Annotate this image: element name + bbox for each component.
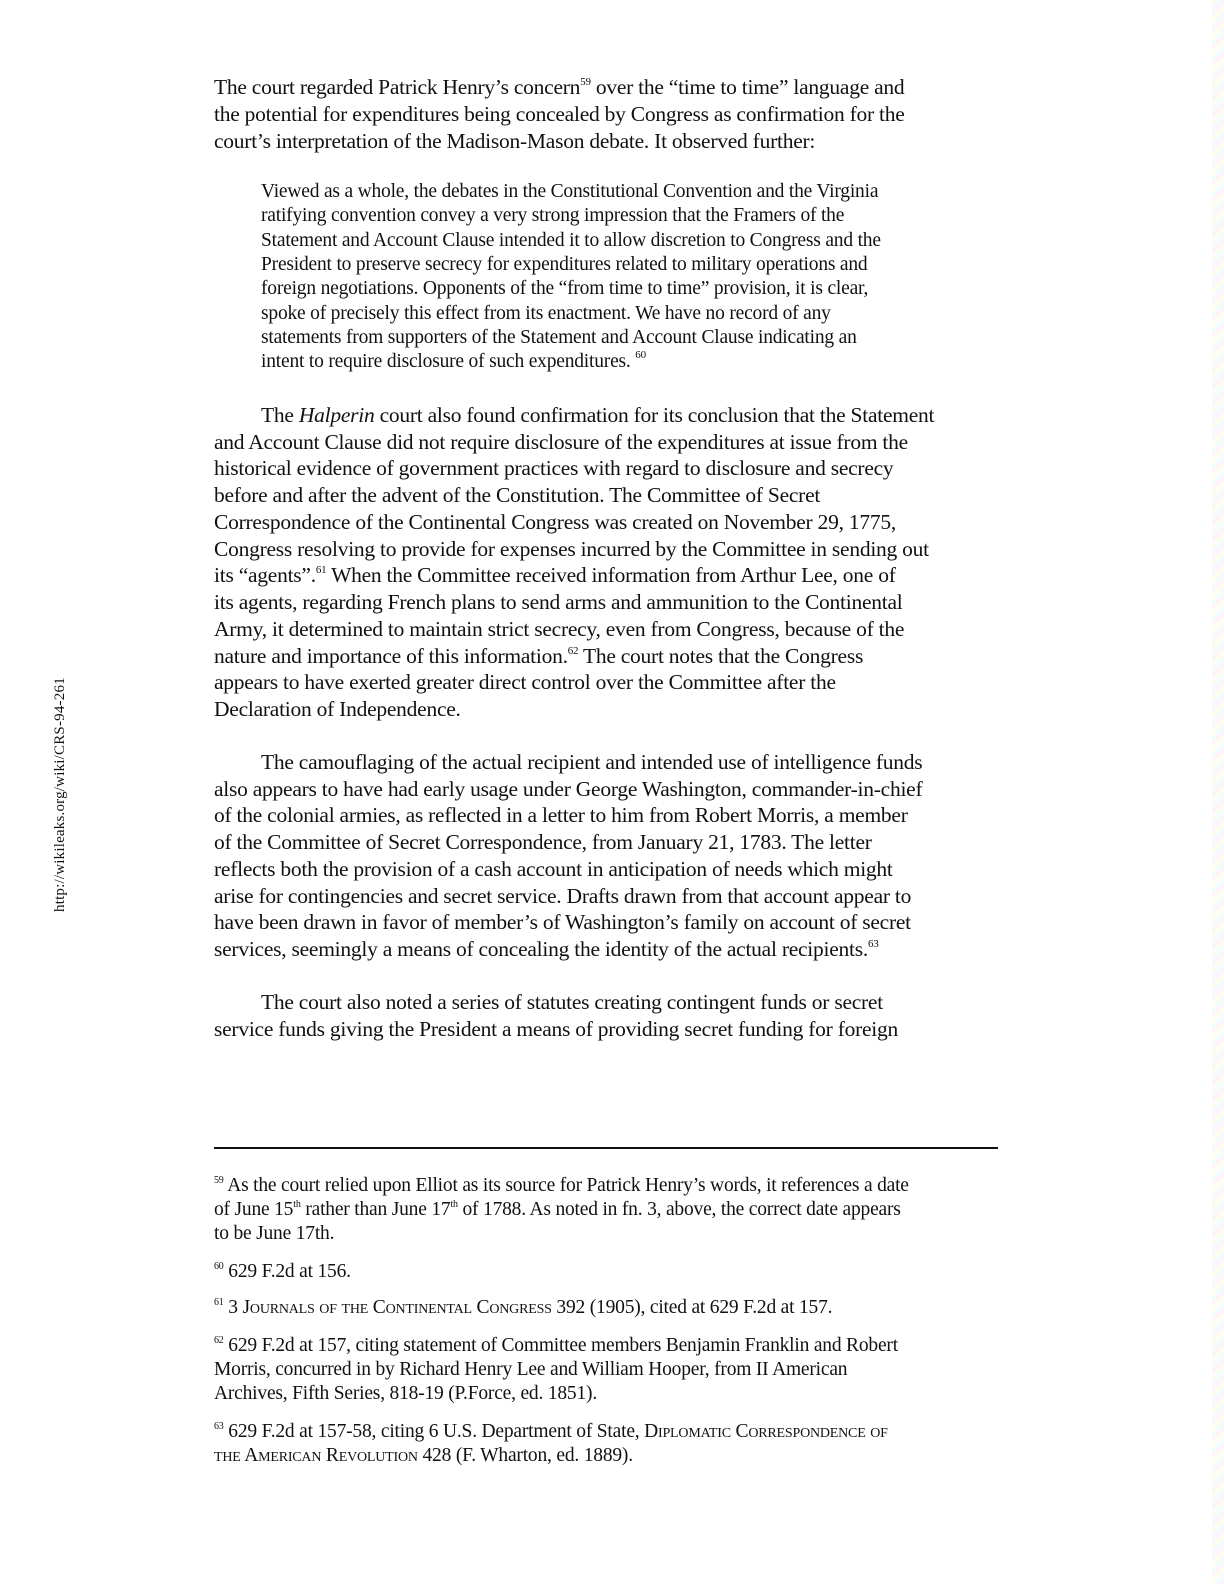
source-title-smallcaps: the American Revolution xyxy=(214,1445,418,1466)
ordinal-suffix: th xyxy=(293,1199,301,1210)
text-line xyxy=(214,562,896,589)
quote-line: ratifying convention convey a very strong impression that the Framers of the xyxy=(261,205,845,226)
text-line: reflects both the provision of a cash account in anticipation of needs which might xyxy=(214,857,893,881)
text-span: of June 15 xyxy=(214,1199,294,1220)
quote-line xyxy=(261,350,646,374)
side-url-watermark: http://wikileaks.org/wiki/CRS-94-261 xyxy=(52,677,68,912)
quote-line: Statement and Account Clause intended it to allow discretion to Congress and the xyxy=(261,230,881,251)
text-line: the potential for expenditures being concealed by Congress as confirmation for the xyxy=(214,102,905,126)
text-span: 428 (F. Wharton, ed. 1889). xyxy=(417,1445,633,1466)
text-line: have been drawn in favor of member’s of Washington’s family on account of secret xyxy=(214,910,911,934)
text-line: of the Committee of Secret Correspondence, from January 21, 1783. The letter xyxy=(214,830,872,854)
text-line: and Account Clause did not require disclosure of the expenditures at issue from the xyxy=(214,430,908,454)
case-name-italic: Halperin xyxy=(298,403,375,427)
text-line: historical evidence of government practices with regard to disclosure and secrecy xyxy=(214,456,894,480)
text-span: As the court relied upon Elliot as its source for Patrick Henry’s words, it references a date xyxy=(223,1175,909,1196)
footnote-number: 63 xyxy=(214,1421,224,1432)
text-span: 3 xyxy=(223,1297,243,1318)
footnote-61 xyxy=(214,1296,832,1321)
quote-line: statements from supporters of the Statement and Account Clause indicating an xyxy=(261,327,857,348)
text-line: The camouflaging of the actual recipient and intended use of intelligence funds xyxy=(261,750,923,774)
text-line: of the colonial armies, as reflected in a letter to him from Robert Morris, a member xyxy=(214,803,908,827)
footnote-number: 59 xyxy=(214,1175,224,1186)
text-span: rather than June 17 xyxy=(300,1199,451,1220)
text-span: The xyxy=(261,403,299,427)
text-span: its “agents”. xyxy=(214,563,316,587)
text-line xyxy=(261,402,934,429)
text-span: 629 F.2d at 157, citing statement of Committee members Benjamin Franklin and Robert xyxy=(223,1335,898,1356)
source-title-smallcaps: Journals of the Continental Congress xyxy=(242,1297,552,1318)
source-title-smallcaps: Diplomatic Correspondence of xyxy=(644,1421,888,1442)
text-span: services, seemingly a means of concealing the identity of the actual recipients. xyxy=(214,937,869,961)
footnote-ref-63[interactable]: 63 xyxy=(868,938,879,950)
footnote-ref-60[interactable]: 60 xyxy=(635,349,646,361)
footnote-line xyxy=(214,1444,633,1469)
text-span: 629 F.2d at 157-58, citing 6 U.S. Department of State, xyxy=(223,1421,645,1442)
quote-line: spoke of precisely this effect from its enactment. We have no record of any xyxy=(261,303,831,324)
text-span: The court regarded Patrick Henry’s concern xyxy=(214,75,581,99)
footnote-line: Archives, Fifth Series, 818-19 (P.Force, ed. 1851). xyxy=(214,1383,597,1404)
text-line: Army, it determined to maintain strict secrecy, even from Congress, because of the xyxy=(214,617,905,641)
footnote-60 xyxy=(214,1260,351,1285)
footnote-line xyxy=(214,1174,909,1199)
footnote-line: Morris, concurred in by Richard Henry Lee and William Hooper, from II American xyxy=(214,1359,848,1380)
text-line: its agents, regarding French plans to send arms and ammunition to the Continental xyxy=(214,590,903,614)
footnote-line xyxy=(214,1198,901,1223)
text-line: appears to have exerted greater direct control over the Committee after the xyxy=(214,670,836,694)
text-line xyxy=(214,936,879,963)
text-line xyxy=(214,643,863,670)
quote-line: foreign negotiations. Opponents of the “from time to time” provision, it is clear, xyxy=(261,278,869,299)
text-span: 629 F.2d at 156. xyxy=(223,1261,351,1282)
footnote-number: 62 xyxy=(214,1335,224,1346)
text-span: court also found confirmation for its conclusion that the Statement xyxy=(374,403,935,427)
footnote-number: 60 xyxy=(214,1261,224,1272)
text-line xyxy=(214,74,904,101)
footnote-line: to be June 17th. xyxy=(214,1223,335,1244)
text-span: over the “time to time” language and xyxy=(590,75,905,99)
footnote-separator xyxy=(214,1147,998,1149)
footnote-number: 61 xyxy=(214,1297,224,1308)
footnote-ref-61[interactable]: 61 xyxy=(315,564,327,576)
text-span: nature and importance of this information. xyxy=(214,644,568,668)
text-line: Correspondence of the Continental Congress was created on November 29, 1775, xyxy=(214,510,896,534)
quote-line: Viewed as a whole, the debates in the Constitutional Convention and the Virginia xyxy=(261,181,879,202)
text-span: The court notes that the Congress xyxy=(578,644,864,668)
text-line: arise for contingencies and secret service. Drafts drawn from that account appear to xyxy=(214,884,912,908)
page-edge-scan-artifact xyxy=(1212,0,1224,1584)
quote-line: President to preserve secrecy for expenditures related to military operations and xyxy=(261,254,868,275)
footnote-line xyxy=(214,1334,898,1359)
text-span: of 1788. As noted in fn. 3, above, the correct date appears xyxy=(457,1199,901,1220)
text-line: Declaration of Independence. xyxy=(214,697,461,721)
text-line: service funds giving the President a means of providing secret funding for foreign xyxy=(214,1017,899,1041)
text-span: 392 (1905), cited at 629 F.2d at 157. xyxy=(551,1297,833,1318)
text-span: intent to require disclosure of such expenditures. xyxy=(261,351,631,372)
text-line: court’s interpretation of the Madison-Mason debate. It observed further: xyxy=(214,129,816,153)
footnote-ref-62[interactable]: 62 xyxy=(567,645,579,657)
text-line: also appears to have had early usage under George Washington, commander-in-chief xyxy=(214,777,923,801)
footnote-line xyxy=(214,1420,888,1445)
text-line: The court also noted a series of statutes creating contingent funds or secret xyxy=(261,990,883,1014)
text-span: When the Committee received information from Arthur Lee, one of xyxy=(326,563,896,587)
text-line: before and after the advent of the Constitution. The Committee of Secret xyxy=(214,483,821,507)
text-line: Congress resolving to provide for expenses incurred by the Committee in sending out xyxy=(214,537,929,561)
ordinal-suffix: th xyxy=(450,1199,458,1210)
footnote-ref-59[interactable]: 59 xyxy=(580,76,591,88)
